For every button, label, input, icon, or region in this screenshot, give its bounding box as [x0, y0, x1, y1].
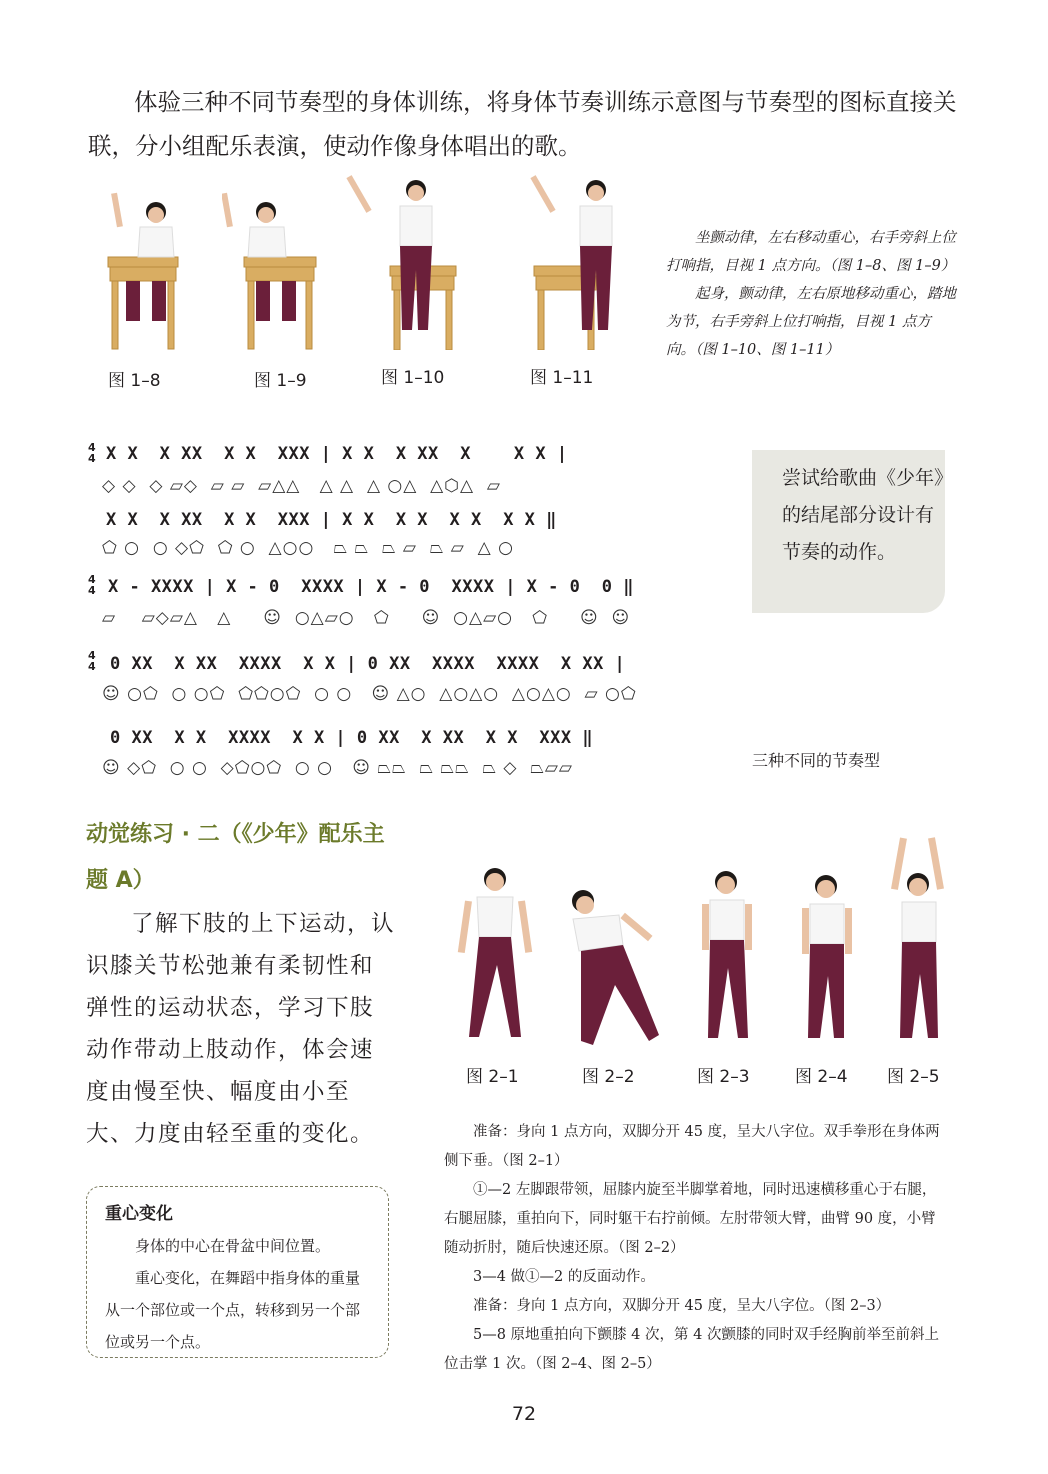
- time-signature: 4 4: [88, 573, 96, 597]
- figure-2-4-caption: 图 2–4: [795, 1067, 848, 1087]
- intro-paragraph: [88, 80, 958, 168]
- time-signature: 4 4: [88, 441, 96, 465]
- step-paragraph: 准备：身向 1 点方向，双脚分开 45 度，呈大八字位。双手拳形在身体两侧下垂。（图 2–1）: [444, 1124, 940, 1169]
- figure-1-11-caption: 图 1–11: [530, 368, 594, 388]
- intro-text: 体验三种不同节奏型的身体训练，将身体节奏训练示意图与节奏型的图标直接关联，分小组配乐表演，使动作像身体唱出的歌。: [88, 88, 957, 160]
- score-notes-row: X - XXXX | X - 0 XXXX | X - 0 XXXX | X - 0 0 ‖: [108, 577, 635, 597]
- info-box-paragraph: 身体的中心在骨盆中间位置。: [135, 1237, 331, 1255]
- figure-2-5-photo: [888, 834, 948, 1055]
- try-activity-text: 尝试给歌曲《少年》的结尾部分设计有节奏的动作。: [782, 467, 944, 563]
- score-notes-row: X X X XX X X XXX | X X X X X X X X ‖: [106, 510, 557, 530]
- score-shapes-row: ☺ ◇⬠ ○ ○ ◇⬠○⬠ ○ ○ ☺ ⏢⏢ ⏢ ⏢⏢ ⏢ ◇ ⏢▱▱: [102, 758, 573, 778]
- desc-paragraph: 坐颤动律，左右移动重心，右手旁斜上位打响指，目视 1 点方向。（图 1–8、图 1–9）: [666, 230, 956, 274]
- figure-1-10-caption: 图 1–10: [381, 368, 445, 388]
- figure-1-8-caption: 图 1–8: [108, 371, 161, 391]
- figure-1-9-photo: [222, 185, 322, 350]
- figure-1-10-photo: [346, 170, 461, 350]
- info-box-title: 重心变化: [105, 1204, 173, 1224]
- desc-paragraph: 起身，颤动律，左右原地移动重心，踏地为节，右手旁斜上位打响指，目视 1 点方向。（图 1–10、图 1–11）: [666, 286, 956, 358]
- figure-1-8-photo: [96, 185, 196, 350]
- objective-paragraph: [86, 903, 396, 1155]
- score-shapes-row: ◇ ◇ ◇ ▱◇ ▱ ▱ ▱△△ △ △ △ ○△ △⬡△ ▱: [102, 476, 502, 496]
- score-notes-row: 0 XX X X XXXX X X | 0 XX X XX X X XXX ‖: [110, 728, 594, 748]
- objective-text: 了解下肢的上下运动，认识膝关节松弛兼有柔韧性和弹性的运动状态，学习下肢动作带动上肢动作，体会速度由慢至快、幅度由小至大、力度由轻至重的变化。: [86, 911, 396, 1147]
- figure-2-2-caption: 图 2–2: [582, 1067, 635, 1087]
- figure-2-4-photo: [798, 872, 853, 1055]
- figure-2-5-caption: 图 2–5: [887, 1067, 940, 1087]
- info-box-center-of-gravity: [86, 1186, 389, 1358]
- movement-steps: [444, 1118, 950, 1379]
- page-number: 72: [511, 1403, 537, 1425]
- figure-2-1-caption: 图 2–1: [466, 1067, 519, 1087]
- score-notes-row: 0 XX X XX XXXX X X | 0 XX XXXX XXXX X XX |: [110, 654, 626, 674]
- figure-2-1-photo: [455, 865, 535, 1055]
- rhythm-caption: 三种不同的节奏型: [752, 751, 881, 770]
- figure-1-11-photo: [530, 170, 640, 350]
- figure-2-3-photo: [700, 868, 755, 1055]
- movement-description-top: [666, 224, 956, 364]
- score-shapes-row: ☺ ○⬠ ○ ○⬠ ⬠⬠○⬠ ○ ○ ☺ △○ △○△○ △○△○ ▱ ○⬠: [102, 684, 637, 704]
- step-paragraph: 3—4 做①—2 的反面动作。: [473, 1269, 655, 1285]
- try-activity-box: [752, 450, 945, 613]
- figure-2-3-caption: 图 2–3: [697, 1067, 750, 1087]
- time-signature: 4 4: [88, 649, 96, 673]
- info-box-paragraph: 重心变化，在舞蹈中指身体的重量从一个部位或一个点，转移到另一个部位或另一个点。: [105, 1269, 361, 1351]
- figure-2-2-photo: [563, 885, 668, 1055]
- step-paragraph: 5—8 原地重拍向下颤膝 4 次，第 4 次颤膝的同时双手经胸前举至前斜上位击掌 1 次。（图 2–4、图 2–5）: [444, 1327, 939, 1372]
- step-paragraph: 准备：身向 1 点方向，双脚分开 45 度，呈大八字位。（图 2–3）: [473, 1298, 891, 1314]
- score-shapes-row: ⬠ ○ ○ ◇⬠ ⬠ ○ △○○ ⏢ ⏢ ⏢ ▱ ⏢ ▱ △ ○: [102, 538, 514, 558]
- score-notes-row: X X X XX X X XXX | X X X XX X X X |: [106, 444, 568, 464]
- score-shapes-row: ▱ ▱◇▱△ △ ☺ ○△▱○ ⬠ ☺ ○△▱○ ⬠ ☺ ☺: [102, 608, 631, 628]
- figure-1-9-caption: 图 1–9: [254, 371, 307, 391]
- step-paragraph: ①—2 左脚跟带领，屈膝内旋至半脚掌着地，同时迅速横移重心于右腿，右腿屈膝，重拍向下，同时躯干右拧前倾。左肘带领大臂，曲臂 90 度，小臂随动折肘，随后快速还原。（图 2–2）: [444, 1182, 937, 1256]
- section-title: 动觉练习 · 二（《少年》配乐主题 A）: [86, 822, 385, 893]
